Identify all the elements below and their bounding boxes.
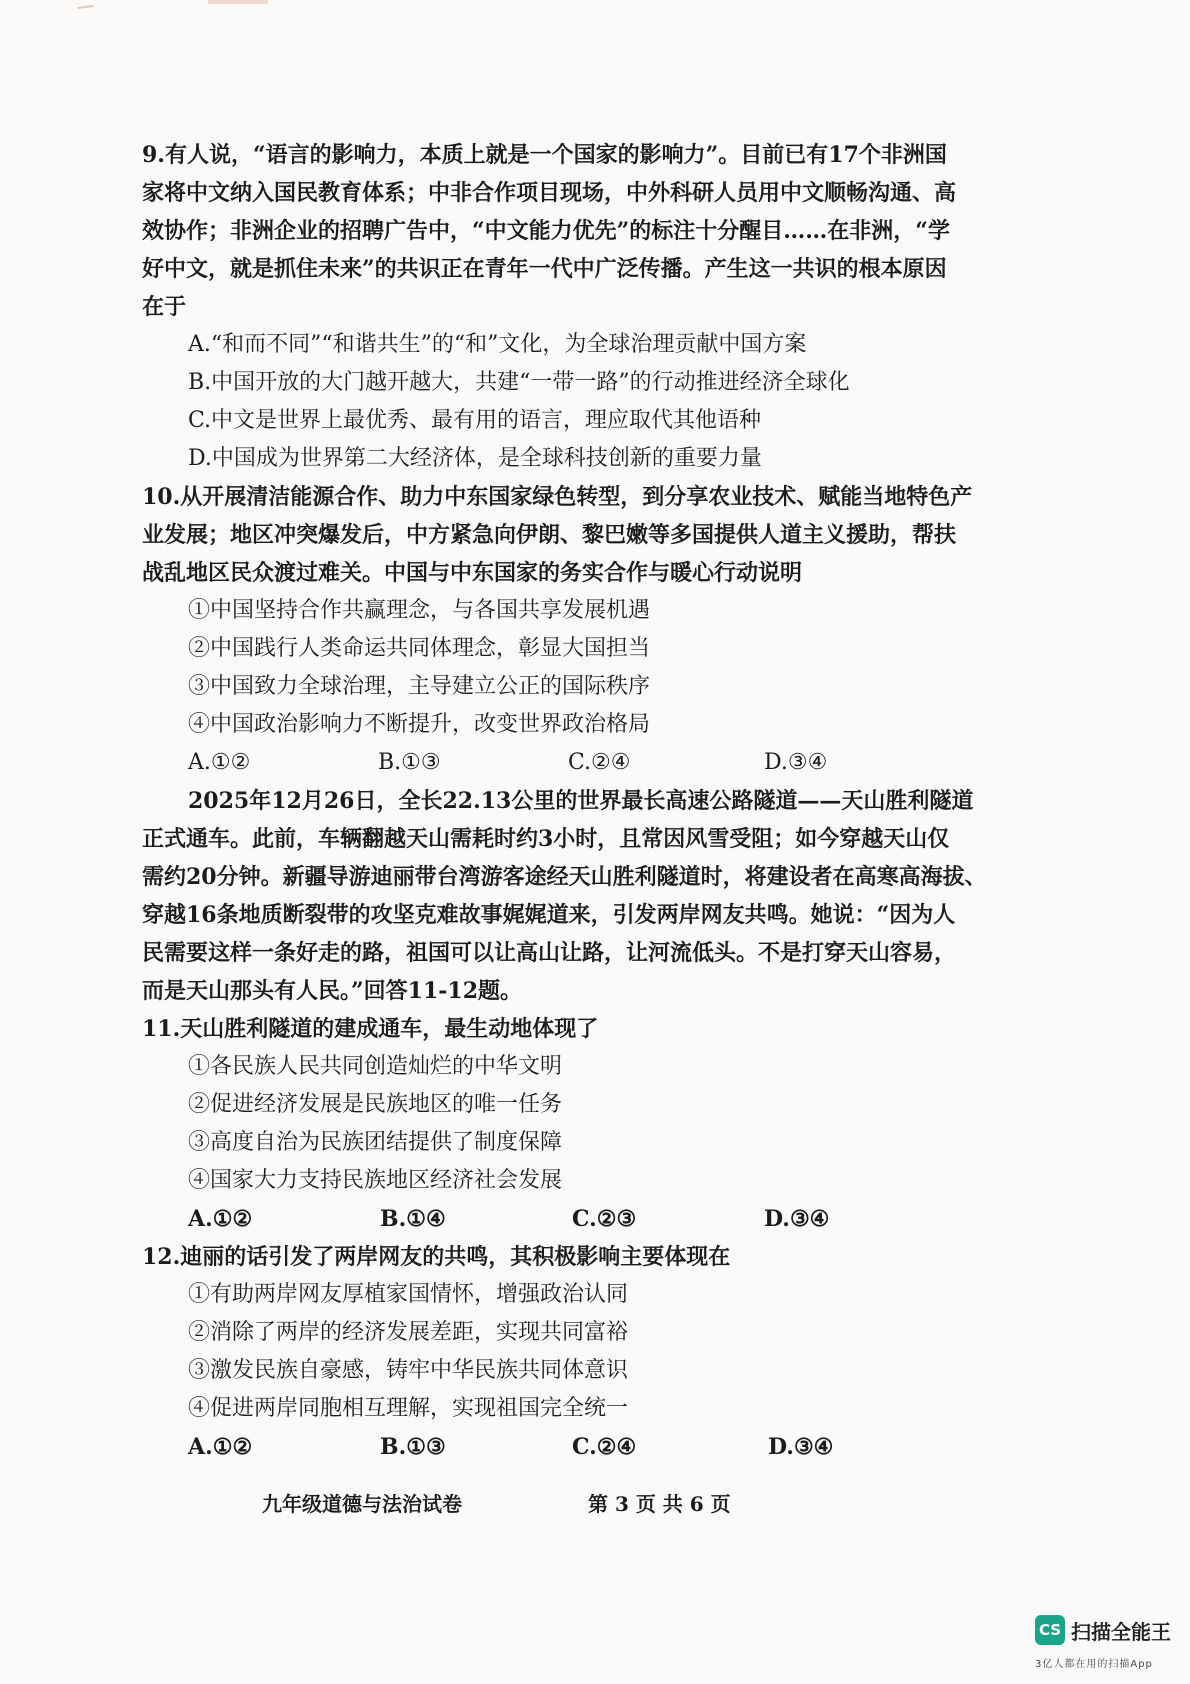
q11-choice-d: D.③④ bbox=[764, 1206, 830, 1232]
q9-option-c: C.中文是世界上最优秀、最有用的语言，理应取代其他语种 bbox=[188, 408, 762, 433]
q10-choice-b: B.①③ bbox=[378, 750, 441, 775]
q12-statement: ③激发民族自豪感，铸牢中华民族共同体意识 bbox=[188, 1358, 629, 1383]
q12-choice-d: D.③④ bbox=[768, 1434, 834, 1460]
q11-statement: ②促进经济发展是民族地区的唯一任务 bbox=[188, 1092, 563, 1117]
q9-option-a: A.“和而不同”“和谐共生”的“和”文化，为全球治理贡献中国方案 bbox=[188, 332, 807, 357]
q12-choice-a: A.①② bbox=[188, 1434, 253, 1460]
q9-option-d: D.中国成为世界第二大经济体，是全球科技创新的重要力量 bbox=[188, 446, 762, 471]
watermark-tagline: 3亿人都在用的扫描App bbox=[1035, 1659, 1153, 1670]
q9-stem-line: 效协作；非洲企业的招聘广告中，“中文能力优先”的标注十分醒目……在非洲，“学 bbox=[142, 218, 950, 244]
q9-option-b: B.中国开放的大门越开越大，共建“一带一路”的行动推进经济全球化 bbox=[188, 370, 850, 395]
q11-statement: ③高度自治为民族团结提供了制度保障 bbox=[188, 1130, 563, 1155]
q12-statement: ①有助两岸网友厚植家国情怀，增强政治认同 bbox=[188, 1282, 629, 1307]
q11-choice-c: C.②③ bbox=[572, 1206, 637, 1232]
q11-statement: ④国家大力支持民族地区经济社会发展 bbox=[188, 1168, 563, 1193]
q10-statement: ③中国致力全球治理，主导建立公正的国际秩序 bbox=[188, 674, 651, 699]
q12-stem: 12.迪丽的话引发了两岸网友的共鸣，其积极影响主要体现在 bbox=[142, 1244, 731, 1270]
q10-choices bbox=[188, 746, 888, 780]
scanner-watermark bbox=[1035, 1615, 1185, 1679]
q10-stem-line: 10.从开展清洁能源合作、助力中东国家绿色转型，到分享农业技术、赋能当地特色产 bbox=[142, 484, 973, 510]
q10-statement: ④中国政治影响力不断提升，改变世界政治格局 bbox=[188, 712, 651, 737]
material-line: 民需要这样一条好走的路，祖国可以让高山让路，让河流低头。不是打穿天山容易， bbox=[142, 940, 957, 966]
watermark-app-name: 扫描全能王 bbox=[1071, 1620, 1171, 1644]
scan-artifact bbox=[77, 5, 94, 17]
footer-page-number: 第 3 页 共 6 页 bbox=[588, 1492, 731, 1516]
q9-stem-line: 在于 bbox=[142, 294, 187, 320]
q12-choices bbox=[188, 1430, 888, 1464]
q9-stem-line: 9.有人说，“语言的影响力，本质上就是一个国家的影响力”。目前已有17个非洲国 bbox=[142, 142, 947, 168]
footer-title: 九年级道德与法治试卷 bbox=[262, 1492, 462, 1516]
q12-choice-c: C.②④ bbox=[572, 1434, 637, 1460]
scan-artifact bbox=[208, 0, 268, 4]
material-line: 需约20分钟。新疆导游迪丽带台湾游客途经天山胜利隧道时，将建设者在高寒高海拔、 bbox=[142, 864, 987, 890]
material-line: 2025年12月26日，全长22.13公里的世界最长高速公路隧道——天山胜利隧道 bbox=[188, 788, 974, 814]
material-line: 穿越16条地质断裂带的攻坚克难故事娓娓道来，引发两岸网友共鸣。她说：“因为人 bbox=[142, 902, 956, 928]
q11-choice-b: B.①④ bbox=[380, 1206, 446, 1232]
q12-choice-b: B.①③ bbox=[380, 1434, 446, 1460]
q11-statement: ①各民族人民共同创造灿烂的中华文明 bbox=[188, 1054, 563, 1079]
q12-statement: ④促进两岸同胞相互理解，实现祖国完全统一 bbox=[188, 1396, 629, 1421]
material-line: 而是天山那头有人民。”回答11-12题。 bbox=[142, 978, 523, 1004]
q9-stem-line: 好中文，就是抓住未来”的共识正在青年一代中广泛传播。产生这一共识的根本原因 bbox=[142, 256, 947, 282]
q10-statement: ①中国坚持合作共赢理念，与各国共享发展机遇 bbox=[188, 598, 651, 623]
q10-stem-line: 业发展；地区冲突爆发后，中方紧急向伊朗、黎巴嫩等多国提供人道主义援助，帮扶 bbox=[142, 522, 957, 548]
q11-choices bbox=[188, 1202, 888, 1236]
q10-choice-a: A.①② bbox=[188, 750, 251, 775]
q10-stem-line: 战乱地区民众渡过难关。中国与中东国家的务实合作与暖心行动说明 bbox=[142, 560, 803, 586]
material-line: 正式通车。此前，车辆翻越天山需耗时约3小时，且常因风雪受阻；如今穿越天山仅 bbox=[142, 826, 950, 852]
camscanner-logo-icon: CS bbox=[1035, 1615, 1065, 1645]
q9-stem-line: 家将中文纳入国民教育体系；中非合作项目现场，中外科研人员用中文顺畅沟通、高 bbox=[142, 180, 957, 206]
q12-statement: ②消除了两岸的经济发展差距，实现共同富裕 bbox=[188, 1320, 629, 1345]
q10-statement: ②中国践行人类命运共同体理念，彰显大国担当 bbox=[188, 636, 651, 661]
q10-choice-c: C.②④ bbox=[568, 750, 631, 775]
q11-choice-a: A.①② bbox=[188, 1206, 253, 1232]
q11-stem: 11.天山胜利隧道的建成通车，最生动地体现了 bbox=[142, 1016, 599, 1042]
q10-choice-d: D.③④ bbox=[764, 750, 828, 775]
